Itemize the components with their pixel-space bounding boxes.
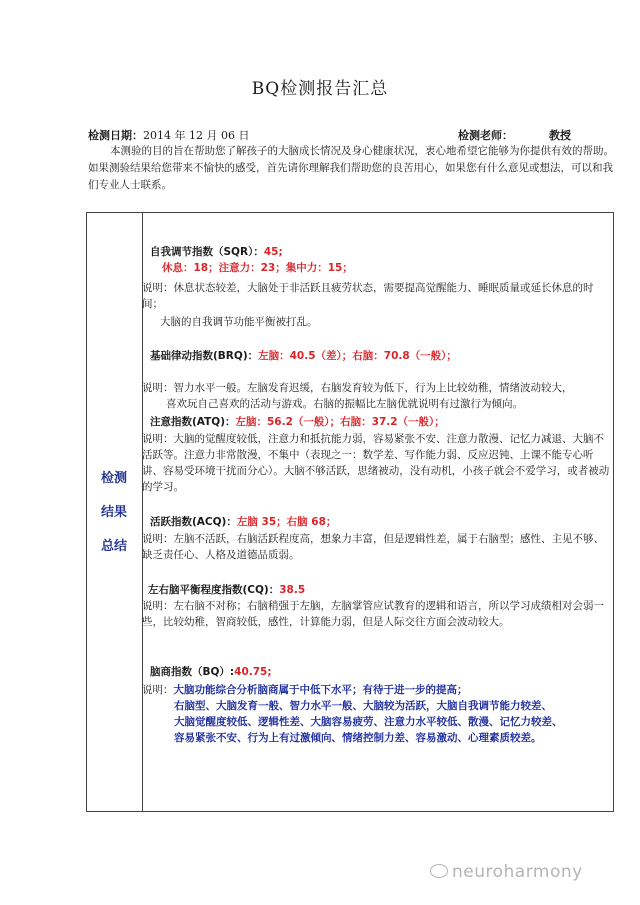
watermark-text: neuroharmony — [452, 862, 583, 882]
sidebar-line-2: 结果 — [100, 505, 127, 520]
bq-desc-prefix: 说明： — [142, 684, 174, 696]
sqr-subscores: 休息：18；注意力：23；集中力：15； — [162, 262, 353, 274]
brq-label: 基础律动指数(BRQ)： — [150, 350, 259, 362]
acq-value: 左脑 35；右脑 68； — [236, 516, 337, 528]
atq-label: 注意指数(ATQ)： — [150, 416, 236, 428]
results-sidebar-label — [86, 462, 142, 564]
test-date-value: 2014 年 12 月 06 日 — [143, 129, 250, 142]
test-date-label: 检测日期： — [88, 129, 143, 142]
bq-label: 脑商指数（BQ）: — [150, 666, 235, 678]
bq-summary: 大脑功能综合分析脑商属于中低下水平；有待于进一步的提高； — [173, 684, 468, 696]
sqr-label: 自我调节指数（SQR）： — [150, 246, 264, 258]
test-teacher — [458, 127, 571, 143]
bq-value: 40.75; — [234, 666, 272, 678]
brq-description — [142, 380, 612, 412]
sidebar-line-1: 检测 — [100, 471, 127, 486]
sidebar-line-3: 总结 — [100, 539, 127, 554]
brq-desc-line-2: 喜欢玩自己喜欢的活动与游戏。右脑的振幅比左脑优就说明有过激行为倾向。 — [166, 398, 523, 410]
cq-label: 左右脑平衡程度指数(CQ)： — [148, 584, 280, 596]
sqr-section — [150, 244, 610, 276]
cq-section — [148, 582, 608, 598]
test-date — [88, 127, 249, 143]
sqr-description: 说明：休息状态较差，大脑处于非活跃且疲劳状态，需要提高觉醒能力、睡眠质量或延长休息的时间； — [142, 282, 594, 310]
teacher-label: 检测老师： — [458, 129, 513, 142]
bq-traits-line-2: 大脑觉醒度较低、逻辑性差、大脑容易疲劳、注意力水平较低、散漫、记忆力较差、 — [174, 716, 563, 728]
acq-section — [150, 514, 610, 530]
teacher-value: 教授 — [549, 129, 571, 142]
atq-description: 说明：大脑的觉醒度较低，注意力和抵抗能力弱，容易紧张不安、注意力散漫、记忆力减退、大脑不活跃等。注意力非常散漫，不集中（表现之一：数学差、写作能力弱、反应迟钝、上课不能专心听讲、容易受环境干扰而分心）。大脑不够活跃，思绪被动，没有动机，小孩子就会不爱学习，或者被动的学习。 — [142, 433, 610, 493]
brq-value: 左脑：40.5（差）；右脑：70.8（一般）； — [258, 350, 457, 362]
acq-label: 活跃指数(ACQ)： — [150, 516, 237, 528]
atq-value: 左脑：56.2（一般）；右脑：37.2（一般）； — [235, 416, 445, 428]
page-title: BQ检测报告汇总 — [251, 79, 389, 99]
cq-description: 说明：左右脑不对称；右脑稍强于左脑，左脑掌管应试教育的逻辑和语言，所以学习成绩相对会弱一些，比较幼稚，智商较低，感性，计算能力弱，但是人际交往方面会波动较大。 — [142, 600, 604, 628]
bq-traits-line-3: 容易紧张不安、行为上有过激倾向、情绪控制力差、容易激动、心理素质较差。 — [174, 732, 542, 744]
bq-section — [150, 664, 610, 680]
atq-section — [150, 414, 610, 430]
sqr-note: 大脑的自我调节功能平衡被打乱。 — [160, 316, 318, 328]
intro-paragraph: 本测验的目的旨在帮助您了解孩子的大脑成长情况及身心健康状况，衷心地希望它能够为你提供有效的帮助。如果测验结果给您带来不愉快的感受，首先请你理解我们帮助您的良苦用心，如果您有什么意见或想法，可以和我们专业人士联系。 — [88, 145, 614, 191]
acq-description: 说明：左脑不活跃，右脑活跃程度高，想象力丰富，但是逻辑性差，属于右脑型；感性、主见不够、缺乏责任心、人格及道德品质弱。 — [142, 533, 604, 561]
brq-section — [150, 348, 610, 364]
brq-desc-line-1: 说明：智力水平一般。左脑发育迟缓，右脑发育较为低下，行为上比较幼稚，情绪波动较大， — [142, 382, 573, 394]
bq-traits-line-1: 右脑型、大脑发育一般、智力水平一般、大脑较为活跃，大脑自我调节能力较差、 — [174, 700, 552, 712]
sqr-value: 45; — [263, 246, 283, 258]
bq-description — [142, 682, 612, 746]
cq-value: 38.5 — [279, 584, 306, 596]
wechat-logo-icon — [430, 864, 448, 878]
neuroharmony-watermark — [430, 862, 583, 882]
